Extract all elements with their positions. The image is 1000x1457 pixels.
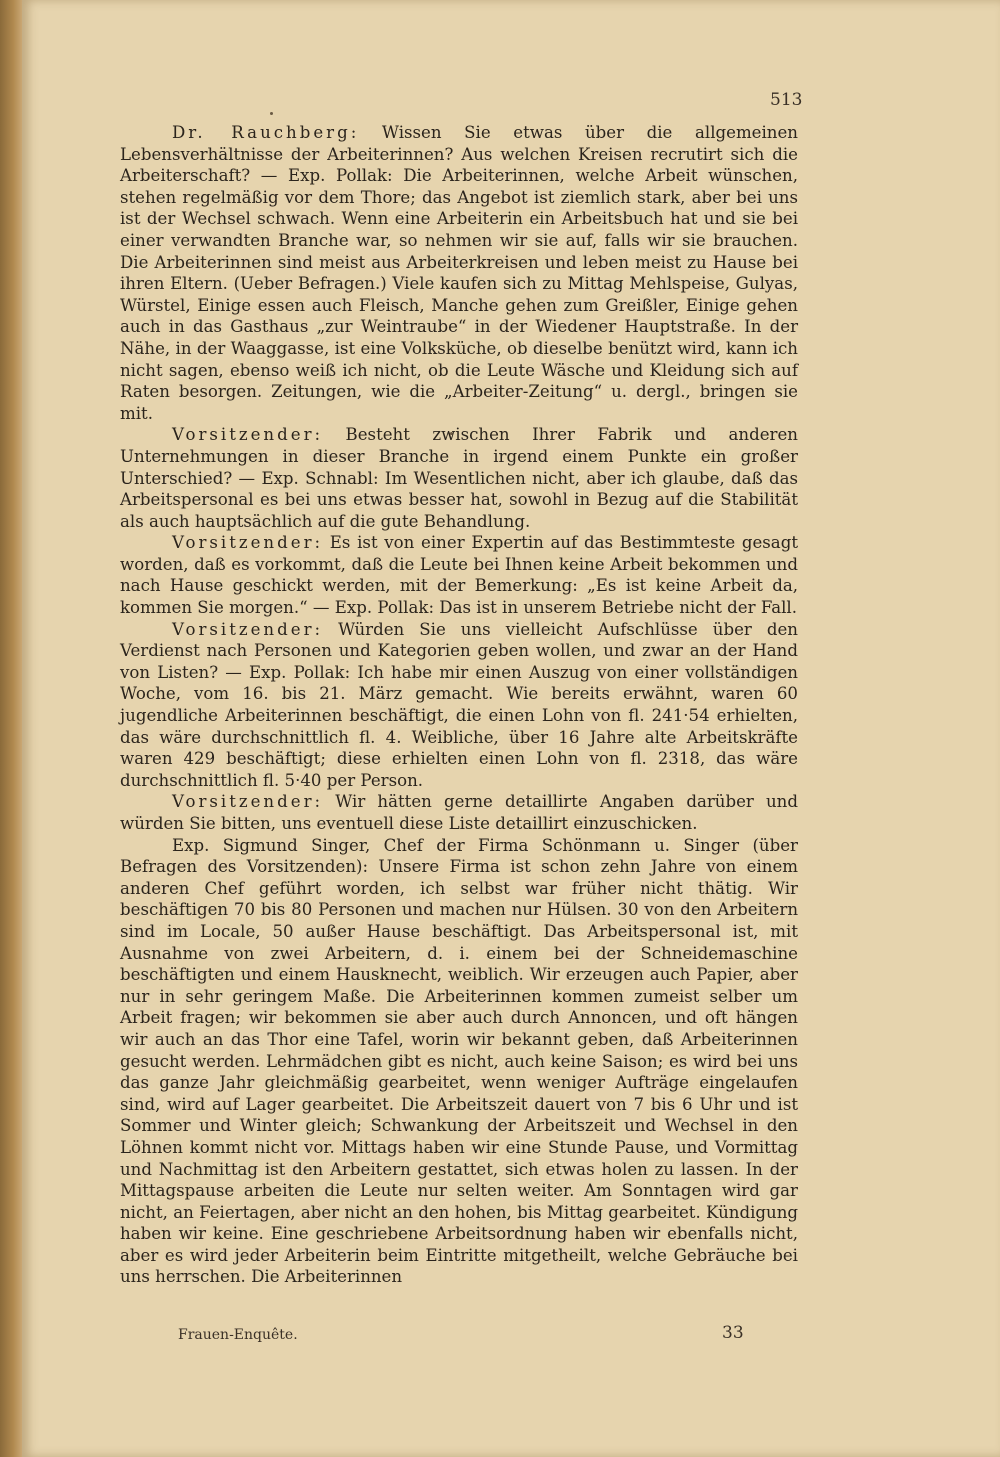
speaker-name: Vorsitzender: [172, 533, 324, 553]
footer-title: Frauen-Enquête. [178, 1327, 298, 1343]
paragraph [120, 791, 798, 834]
paragraph [120, 424, 798, 532]
speaker-name: Vorsitzender: [172, 425, 324, 445]
paragraph-text: Wissen Sie etwas über die allgemeinen Lebensverhältnisse der Arbeiterinnen? Aus welchen Kreisen recrutirt sich die Arbeiterschaft? — Exp. Pollak: Die Arbeiterinnen, welche Arbeit wünschen, stehen regelmäßig vor dem Thore; das Angebot ist ziemlich stark, aber bei uns ist der Wechsel schwach. Wenn eine Arbeiterin ein Arbeitsbuch hat und sie bei einer verwandten Branche war, so nehmen wir sie auf, falls wir sie brauchen. Die Arbeiterinnen sind meist aus Arbeiterkreisen und leben meist zu Hause bei ihren Eltern. (Ueber Befragen.) Viele kaufen sich zu Mittag Mehlspeise, Gulyas, Würstel, Einige essen auch Fleisch, Manche gehen zum Greißler, Einige gehen auch in das Gasthaus „zur Weintraube“ in der Wiedener Hauptstraße. In der Nähe, in der Waaggasse, ist eine Volksküche, ob dieselbe benützt wird, kann ich nicht sagen, ebenso weiß ich nicht, ob die Leute Wäsche und Kleidung sich auf Raten besorgen. Zeitungen, wie die „Arbeiter-Zeitung“ u. dergl., bringen sie mit. [120, 123, 798, 423]
speaker-name: Vorsitzender: [172, 792, 324, 812]
speaker-name: Exp. Sigmund Singer, [172, 835, 371, 855]
paragraph [120, 532, 798, 618]
speaker-name: Vorsitzender: [172, 619, 324, 639]
paragraph-text: Wir hätten gerne detaillirte Angaben darüber und würden Sie bitten, uns eventuell diese Liste detaillirt einzuschicken. [120, 792, 798, 833]
speaker-name: Dr. Rauchberg: [172, 123, 360, 142]
paragraph [120, 835, 798, 1288]
paragraph-text: Besteht zwischen Ihrer Fabrik und anderen Unternehmungen in dieser Branche in irgend einem Punkte ein großer Unterschied? — Exp. Schnabl: Im Wesentlichen nicht, aber ich glaube, daß das Arbeitspersonal es bei uns etwas besser hat, sowohl in Bezug auf die Stabilität als auch hauptsächlich auf die gute Behandlung. [120, 425, 798, 531]
paragraph [120, 619, 798, 792]
book-gutter [0, 0, 22, 1457]
paragraph [120, 122, 798, 424]
signature-number: 33 [722, 1323, 744, 1343]
paragraph-text: Chef der Firma Schönmann u. Singer (über Befragen des Vorsitzenden): Unsere Firma ist schon zehn Jahre von einem anderen Chef geführt worden, ich selbst war früher nicht thätig. Wir beschäftigen 70 bis 80 Personen und machen nur Hülsen. 30 von den Arbeitern sind im Locale, 50 außer Hause beschäftigt. Das Arbeitspersonal ist, mit Ausnahme von zwei Arbeitern, d. i. einem bei der Schneidemaschine beschäftigten und einem Hausknecht, weiblich. Wir erzeugen auch Papier, aber nur in sehr geringem Maße. Die Arbeiterinnen kommen zumeist selber um Arbeit fragen; wir bekommen sie aber auch durch Annoncen, und oft hängen wir auch an das Thor eine Tafel, worin wir bekannt geben, daß Arbeiterinnen gesucht werden. Lehrmädchen gibt es nicht, auch keine Saison; es wird bei uns das ganze Jahr gleichmäßig gearbeitet, wenn weniger Aufträge eingelaufen sind, wird auf Lager gearbeitet. Die Arbeitszeit dauert von 7 bis 6 Uhr und ist Sommer und Winter gleich; Schwankung der Arbeitszeit und Wechsel in den Löhnen kommt nicht vor. Mittags haben wir eine Stunde Pause, und Vormittag und Nachmittag ist den Arbeitern gestattet, sich etwas holen zu lassen. In der Mittagspause arbeiten die Leute nur selten weiter. Am Sonntagen wird gar nicht, an Feiertagen, aber nicht an den hohen, bis Mittag gearbeitet. Kündigung haben wir keine. Eine geschriebene Arbeitsordnung haben wir ebenfalls nicht, aber es wird jeder Arbeiterin beim Eintritte mitgetheilt, welche Gebräuche bei uns herrschen. Die Arbeiterinnen [120, 835, 798, 1287]
paper-speck [270, 112, 273, 115]
paragraph-text: Es ist von einer Expertin auf das Bestimmteste gesagt worden, daß es vorkommt, daß die Leute bei Ihnen keine Arbeit bekommen und nach Hause geschickt werden, mit der Bemerkung: „Es ist keine Arbeit da, kommen Sie morgen.“ — Exp. Pollak: Das ist in unserem Betriebe nicht der Fall. [120, 533, 798, 618]
paragraph-text: Würden Sie uns vielleicht Aufschlüsse über den Verdienst nach Personen und Kategorien geben wollen, und zwar an der Hand von Listen? — Exp. Pollak: Ich habe mir einen Auszug von einer vollständigen Woche, vom 16. bis 21. März gemacht. Wie bereits erwähnt, waren 60 jugendliche Arbeiterinnen beschäftigt, die einen Lohn von fl. 241·54 erhielten, das wäre durchschnittlich fl. 4. Weibliche, über 16 Jahre alte Arbeitskräfte waren 429 beschäftigt; diese erhielten einen Lohn von fl. 2318, das wäre durchschnittlich fl. 5·40 per Person. [120, 619, 798, 790]
page-number: 513 [770, 90, 803, 110]
body-text [120, 122, 798, 1288]
